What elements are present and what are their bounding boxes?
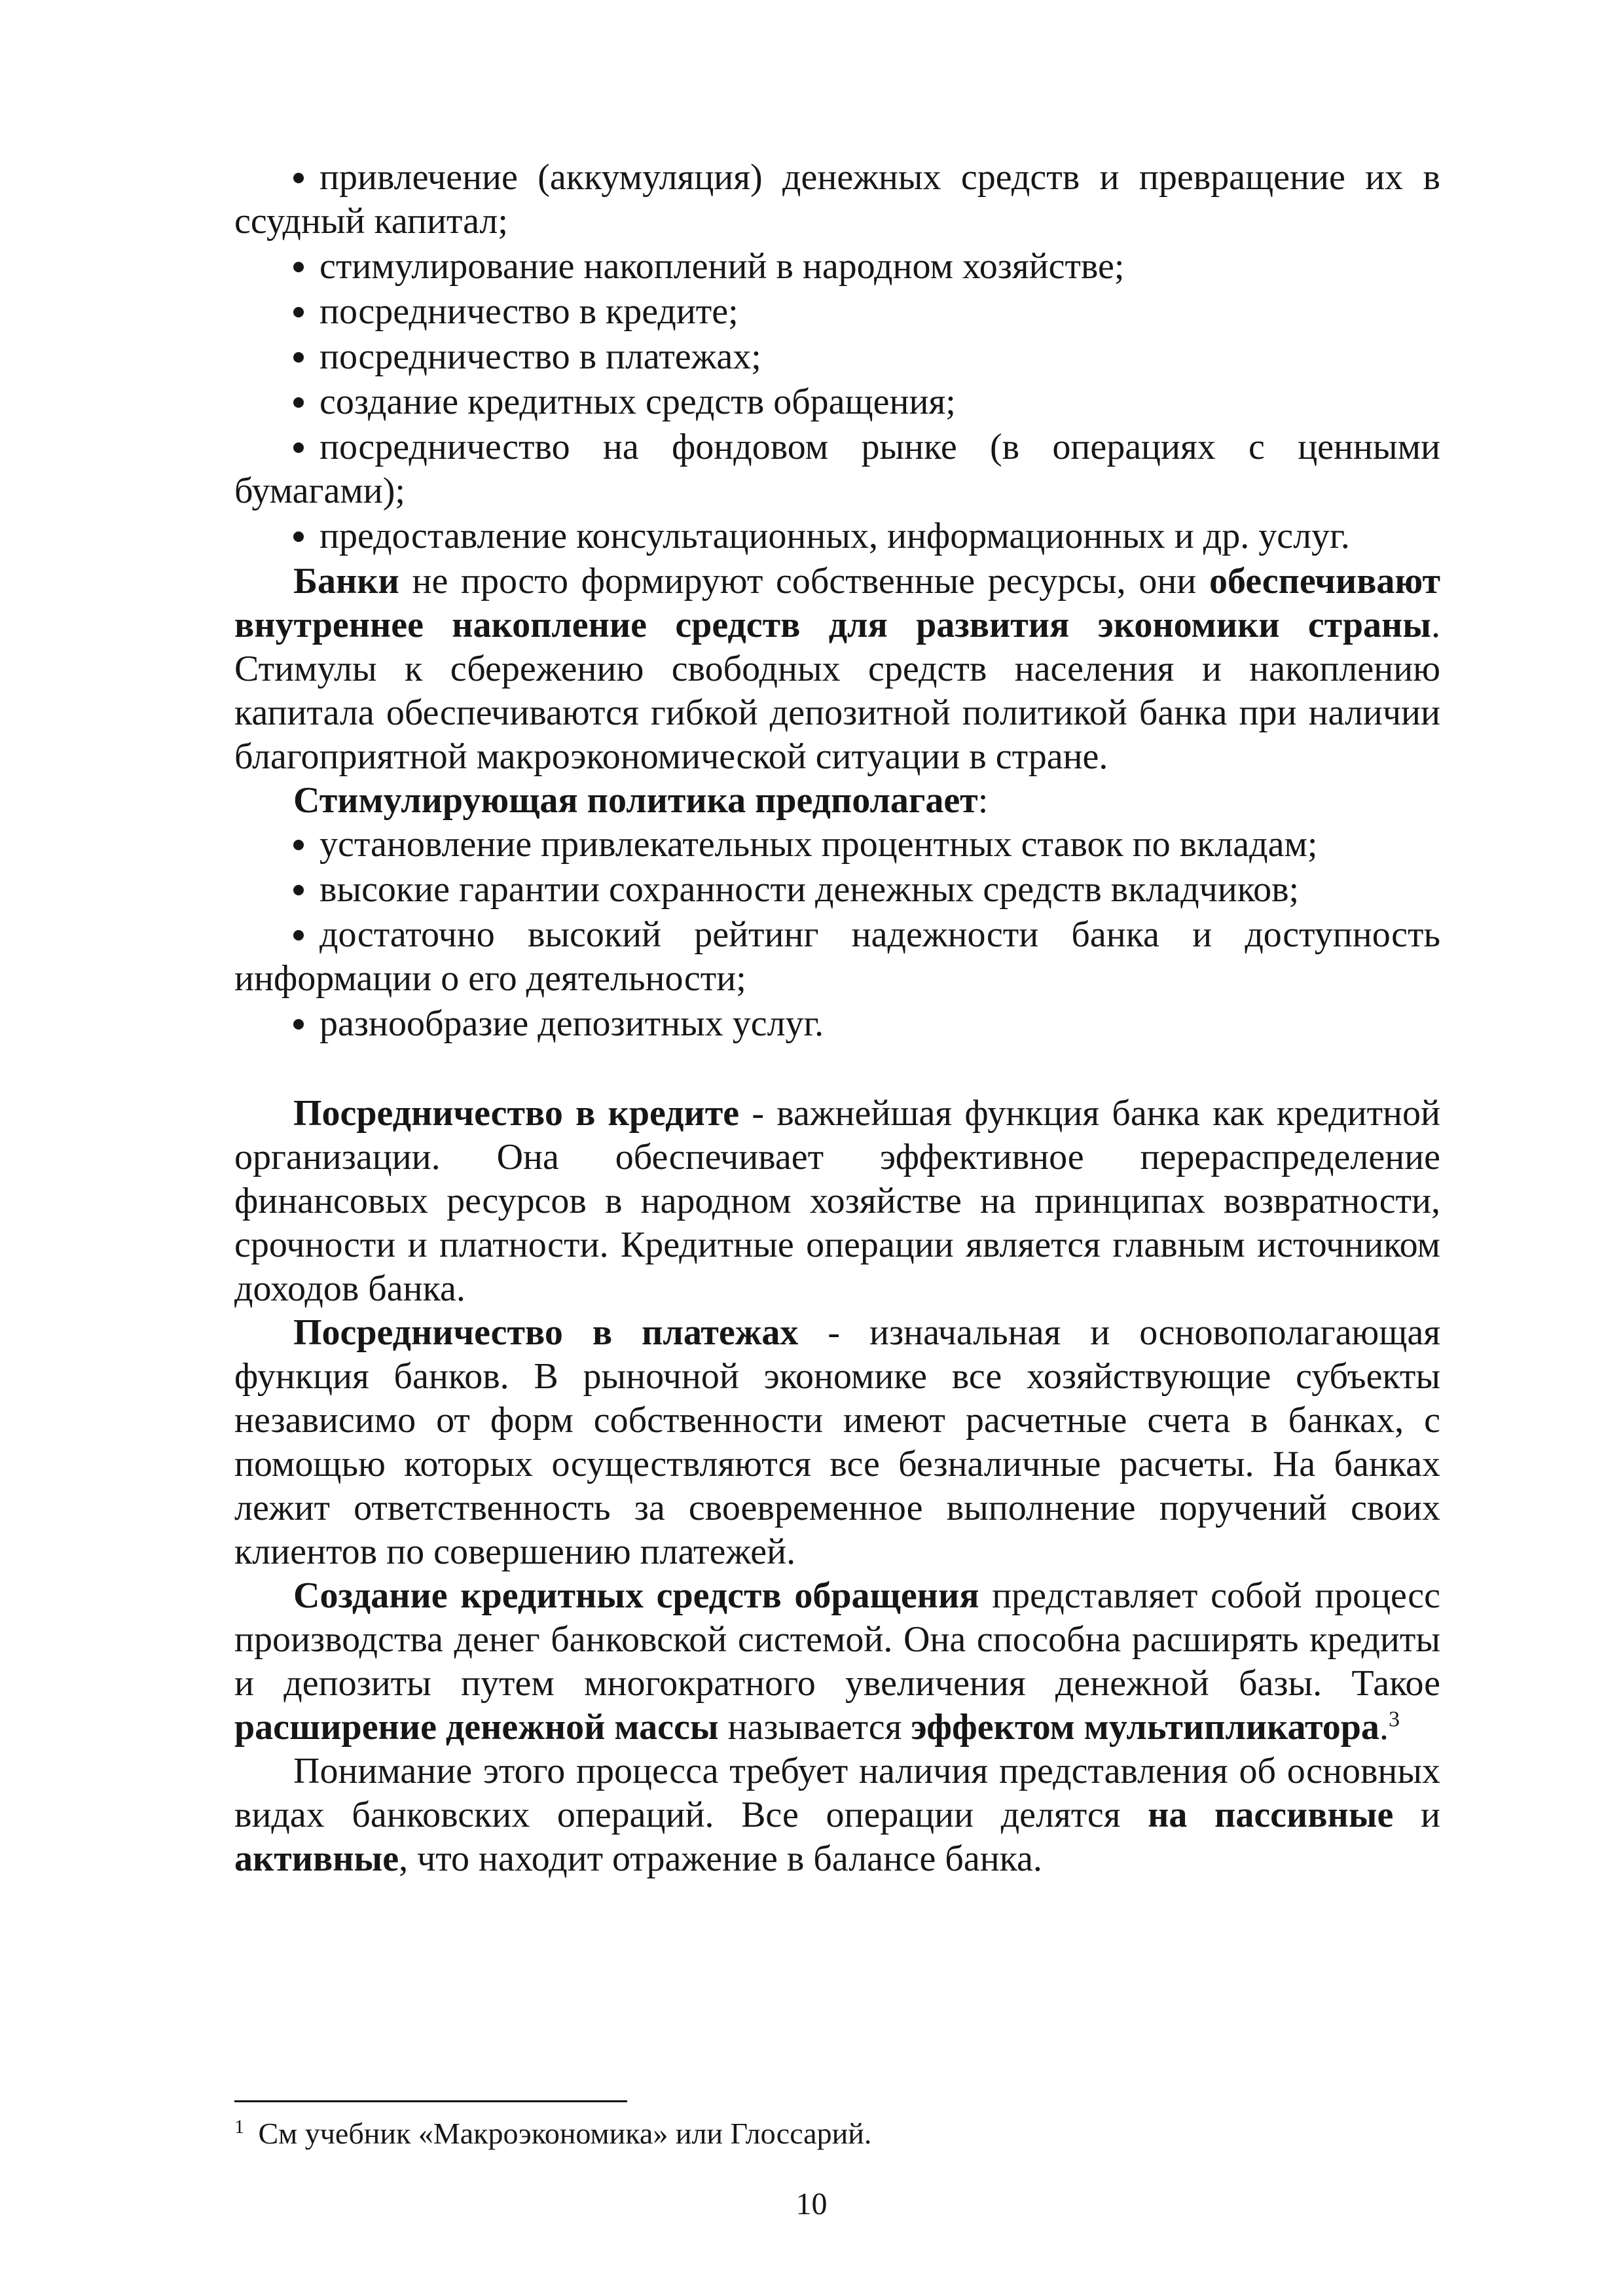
list-item: высокие гарантии сохранности денежных средств вкладчиков;	[234, 868, 1440, 912]
list-item: разнообразие депозитных услуг.	[234, 1002, 1440, 1046]
bullet-icon	[293, 1019, 304, 1030]
functions-list	[234, 156, 1440, 558]
paragraph-credit-creation: Создание кредитных средств обращения представляет собой процесс производства денег банковской системой. Она способна расширять кредиты и депозиты путем многократного увеличения денежной базы. Такое расширение денежной массы называется эффектом мультипликатора.$^3$	[234, 1575, 1440, 1748]
bullet-icon	[293, 442, 304, 453]
list-item: посредничество на фондовом рынке (в операциях с ценными бумагами);	[234, 427, 1440, 511]
bullet-icon	[293, 531, 304, 542]
bullet-icon	[293, 173, 304, 183]
bullet-icon	[293, 885, 304, 895]
footnote: $^1$ См учебник «Макроэкономика» или Глоссарий.	[234, 2115, 872, 2150]
list-item: стимулирование накоплений в народном хозяйстве;	[234, 245, 1440, 289]
paragraph-stimulating-policy: Стимулирующая политика предполагает:	[293, 780, 989, 821]
paragraph-understanding: Понимание этого процесса требует наличия представления об основных видах банковских операций. Все операции делятся на пассивные и активные, что находит отражение в балансе банка.	[234, 1751, 1440, 1879]
list-item: достаточно высокий рейтинг надежности банка и доступность информации о его деятельности;	[234, 914, 1440, 999]
footnote-divider	[234, 2100, 627, 2102]
list-item: установление привлекательных процентных ставок по вкладам;	[234, 823, 1440, 867]
bullet-icon	[293, 262, 304, 272]
footnote-reference: 3	[1388, 1707, 1400, 1732]
page-number: 10	[795, 2187, 828, 2221]
policy-list	[234, 823, 1440, 1046]
paragraph-credit-intermediation: Посредничество в кредите - важнейшая функция банка как кредитной организации. Она обеспечивает эффективное перераспределение финансовых ресурсов в народном хозяйстве на принципах возвратности, срочности и платности. Кредитные операции является главным источником доходов банка.	[234, 1093, 1440, 1309]
section-spacer	[234, 1047, 1440, 1092]
bullet-icon	[293, 397, 304, 408]
paragraph-payment-intermediation: Посредничество в платежах - изначальная и основополагающая функция банков. В рыночной экономике все хозяйствующие субъекты независимо от форм собственности имеют расчетные счета в банках, с помощью которых осуществляются все безналичные расчеты. На банках лежит ответственность за своевременное выполнение поручений своих клиентов по совершению платежей.	[234, 1312, 1440, 1572]
list-item: привлечение (аккумуляция) денежных средств и превращение их в ссудный капитал;	[234, 157, 1440, 242]
list-item: предоставление консультационных, информационных и др. услуг.	[234, 514, 1440, 558]
page-body	[234, 156, 1440, 1881]
bullet-icon	[293, 930, 304, 941]
paragraph-banks: Банки не просто формируют собственные ресурсы, они обеспечивают внутреннее накопление средств для развития экономики страны. Стимулы к сбережению свободных средств населения и накоплению капитала обеспечиваются гибкой депозитной политикой банка при наличии благоприятной макроэкономической ситуации в стране.	[234, 561, 1440, 777]
list-item: посредничество в кредите;	[234, 290, 1440, 334]
bullet-icon	[293, 307, 304, 317]
list-item: посредничество в платежах;	[234, 335, 1440, 379]
list-item: создание кредитных средств обращения;	[234, 380, 1440, 424]
bullet-icon	[293, 352, 304, 363]
bullet-icon	[293, 840, 304, 850]
footnote-mark: 1	[234, 2115, 244, 2138]
